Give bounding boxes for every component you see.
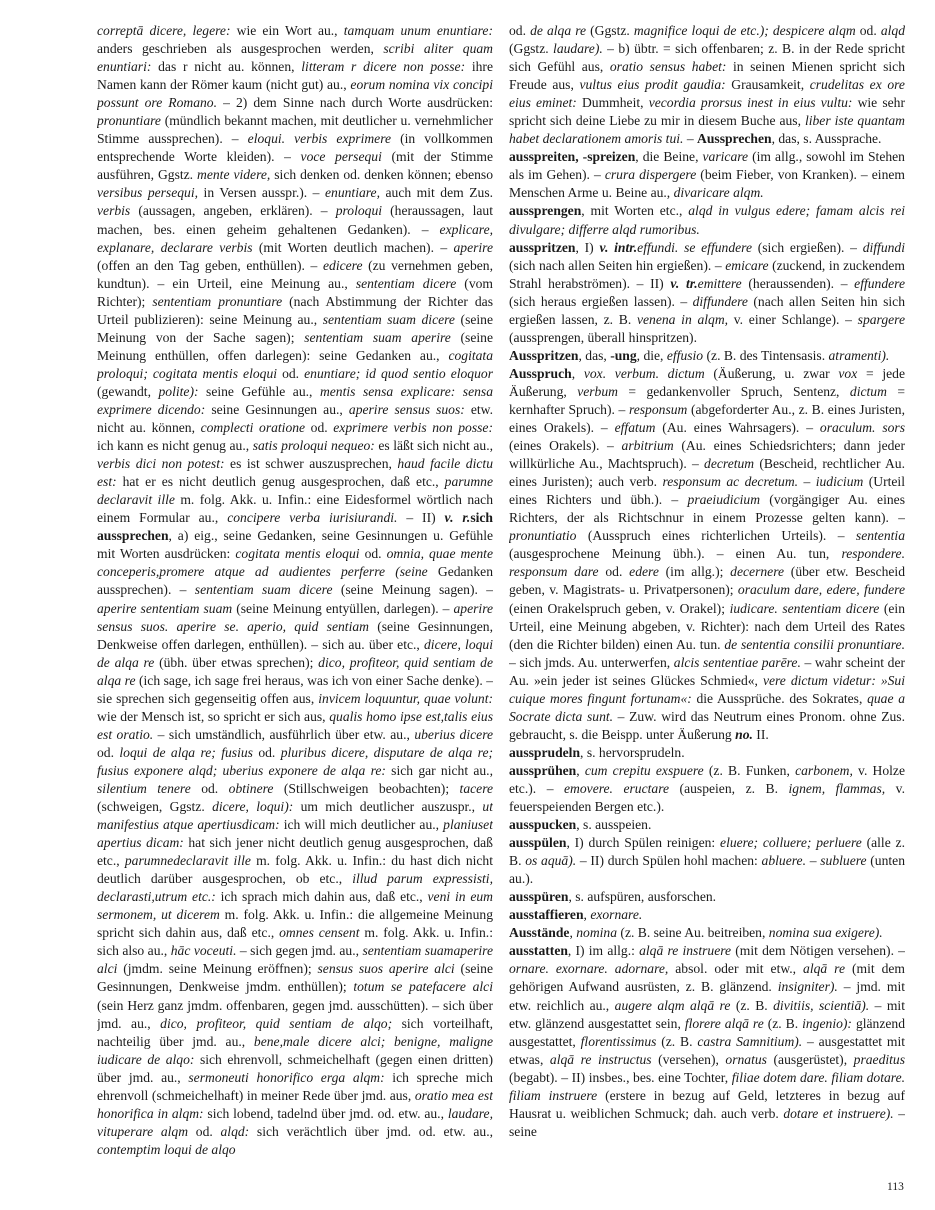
dictionary-entry: correptā dicere, legere: wie ein Wort au., tamquam unum enuntiare: anders geschrieben als ausgesprochen werden, scribi aliter quam enuntiari: das r nicht au. können, litteram r dicere non posse: ihre Namen kann der Römer kaum (nicht gut) au., eorum nomina vix concipi possunt ore Romano. – 2) dem Sinne nach durch Worte ausdrücken: pronuntiare (mündlich bekannt machen, mit deutlicher u. vernehmlicher Stimme aussprechen). – eloqui. verbis exprimere (in vollkommen entsprechende Worte kleiden). – voce persequi (mit der Stimme ausführen, Ggstz. mente videre, sich denken od. denken können; ebenso versibus persequi, in Versen ausspr.). – enuntiare, auch mit dem Zus. verbis (aussagen, angeben, erklären). – proloqui (heraussagen, laut machen, bes. einen geheim gehaltenen Gedanken). – explicare, explanare, declarare verbis (mit Worten deutlich machen). – aperire (offen an den Tag geben, enthüllen). – edicere (zu vernehmen geben, kundtun). – ein Urteil, eine Meinung au., sententiam dicere (vom Richter); sententiam pronuntiare (nach Abstimmung der Richter das Urteil publizieren): seine Meinung au., sententiam suam dicere (seine Meinung von der Sache sagen); sententiam suam aperire (seine Meinung enthüllen, offen darlegen): seine Gedanken au., cogitata proloqui; cogitata mentis eloqui od. enuntiare; id quod sentio eloquor (gewandt, polite): seine Gefühle au., mentis sensa explicare: sensa exprimere dicendo: seine Gesinnungen au., aperire sensus suos: etw. nicht au. können, complecti oratione od. exprimere verbis non posse: ich kann es nicht genug au., satis proloqui nequeo: es läßt sich nicht au., verbis dici non potest: es ist schwer auszusprechen, haud facile dictu est: hat er es nicht deutlich genug ausgesprochen, daß etc., parumne declaravit ille m. folg. Akk. u. Infin.: eine Eidesformel wörtlich nach einem Formular au., concipere verba iurisiurandi. – II) v. r.sich aussprechen, a) eig., seine Gedanken, seine Gesinnungen u. Gefühle mit Worten ausdrücken: cogitata mentis eloqui od. omnia, quae mente conceperis,promere atque ad audientes perferre (seine Gedanken aussprechen). – sententiam suam dicere (seine Meinung sagen). – aperire sententiam suam (seine Meinung entyüllen, darlegen). – aperire sensus suos. aperire se. aperio, quid sentiam (seine Gesinnungen, Denkweise offen darlegen, enthüllen). – sich au. über etc., dicere, loqui de alqa re (übh. über etwas sprechen); dico, profiteor, quid sentiam de alqa re (ich sage, ich sage frei heraus, was ich von einer Sache denke). – sie sprechen sich gegenseitig offen aus, invicem loquuntur, quae volunt: wie der Mensch ist, so spricht er sich aus, qualis homo ipse est,talis eius est oratio. – sich umständlich, ausführlich über etw. au., uberius dicere od. loqui de alqa re; fusius od. pluribus dicere, disputare de alqa re; fusius exponere alqd; uberius exponere de alqa re: sich gar nicht au., silentium tenere od. obtinere (Stillschweigen beobachten); tacere (schweigen, Ggstz. dicere, loqui): um mich deutlicher auszuspr., ut manifestius atque apertiusdicam: ich will mich deutlicher au., planiuset apertius dicam: hat sich jener nicht deutlich genug ausgesprochen, daß etc., parumnedeclaravit ille m. folg. Akk. u. Infin.: du hast dich nicht deutlich darüber ausgesprochen, ob etc., illud parum expressisti, declarasti,utrum etc.: ich sprach mich dahin aus, daß etc., veni in eum sermonem, ut dicerem m. folg. Akk. u. Infin.: die allgemeine Meinung spricht sich dahin aus, daß etc., omnes censent m. folg. Akk. u. Infin.: sich also au., hāc voceuti. – sich gegen jmd. au., sententiam suamaperire alci (jmdm. seine Meinung eröffnen); sensus suos aperire alci (seine Gesinnungen, Denkweise jmdm. enthüllen); totum se patefacere alci (sein Herz ganz jmdm. offenbaren, gegen jmd. ausschütten). – sich über jmd. au., dico, profiteor, quid sentiam de alqo; sich vorteilhaft, nachteilig über jmd. au., bene,male dicere alci; benigne, maligne iudicare de alqo: sich ehrenvoll, schmeichelhaft (gegen einen dritten) über jmd. au., sermoneuti honorifico erga alqm: ich spreche mich ehrenvoll (schmeichelhaft) in meiner Rede über jmd. aus, oratio mea est honorifica in alqm: sich lobend, tadelnd über jmd. od. etw. au., laudare, vituperare alqm od. alqd: sich verächtlich über jmd. od. etw. au., contemptim loqui de alqo [97, 23, 493, 1157]
dictionary-entry: ausspucken, s. ausspeien. [509, 817, 652, 833]
dictionary-entry: ausspritzen, I) v. intr.effundi. se effundere (sich ergießen). – diffundi (sich nach allen Seiten hin ergießen). – emicare (zuckend, in zuckendem Strahl herabströmen). – II) v. tr.emittere (heraussenden). – effundere (sich heraus ergießen lassen). – diffundere (nach allen Seiten hin sich ergießen lassen, z. B. venena in alqm, v. einer Schlange). – spargere (aussprengen, überall hinspritzen). [509, 239, 905, 345]
page-number: 113 [887, 1181, 904, 1193]
right-column [509, 22, 905, 1172]
dictionary-entry: Ausstände, nomina (z. B. seine Au. beitreiben, nomina sua exigere). [509, 925, 883, 941]
dictionary-entry: ausspreiten, -spreizen, die Beine, varicare (im allg., sowohl im Stehen als im Gehen). – crura dispergere (beim Fieber, von Kranken). – einem Menschen Arme u. Beine au., divaricare alqm. [509, 149, 905, 201]
dictionary-entry: ausspüren, s. aufspüren, ausforschen. [509, 889, 717, 905]
dictionary-entry: Ausspritzen, das, -ung, die, effusio (z. B. des Tintensasis. atramenti). [509, 347, 890, 363]
left-column [97, 22, 493, 1172]
dictionary-entry: aussprühen, cum crepitu exspuere (z. B. Funken, carbonem, v. Holze etc.). – emovere. eructare (auspeien, z. B. ignem, flammas, v. feuerspeienden Bergen etc.). [509, 762, 905, 815]
dictionary-entry: ausspülen, I) durch Spülen reinigen: eluere; colluere; perluere (alle z. B. os aquā). – II) durch Spülen hohl machen: abluere. – subluere (unten au.). [509, 835, 905, 887]
dictionary-entry: Ausspruch, vox. verbum. dictum (Äußerung, u. zwar vox = jede Äußerung, verbum = gedankenvoller Spruch, Sentenz, dictum = kernhafter Spruch). – responsum (abgeforderter Au., z. B. eines Juristen, eines Orakels). – effatum (Au. eines Wahrsagers). – oraculum. sors (eines Orakels). – arbitrium (Au. eines Schiedsrichters; dann jeder willkürliche Au., Machtspruch). – decretum (Bescheid, rechtlicher Au. eines Juristen); auch verb. responsum ac decretum. – iudicium (Urteil eines Richters und übh.). – praeiudicium (vorgängiger Au. eines Richters, der als Richtschnur in einem Prozesse gelten kann). – pronuntiatio (Ausspruch eines richterlichen Urteils). – sententia (ausgesprochene Meinung übh.). – einen Au. tun, respondere. responsum dare od. edere (im allg.); decernere (über etw. Bescheid geben, v. Magistrats- u. Privatpersonen); oraculum dare, edere, fundere (einen Orakelspruch geben, v. Orakel); iudicare. sententiam dicere (ein Urteil, eine Meinung abgeben, v. Richter): nach dem Urteil des Rates (den die Richter bilden) einen Au. tun. de sententia consilii pronuntiare. – sich jmds. Au. unterwerfen, alcis sententiae parēre. – wahr scheint der Au. »ein jeder ist seines Glückes Schmied«, vere dictum videtur: »Sui cuique mores fingunt fortunam«: die Aussprüche. des Sokrates, quae a Socrate dicta sunt. – Zuw. wird das Neutrum eines Pronom. ohne Zus. gebraucht, s. die Beispp. unter Äußerung no. II. [509, 365, 905, 742]
dictionary-entry: ausstaffieren, exornare. [509, 907, 643, 923]
dictionary-entry: ausstatten, I) im allg.: alqā re instruere (mit dem Nötigen versehen). – ornare. exornare. adornare, absol. oder mit etw., alqā re (mit dem gehörigen Aufwand ausrüsten, z. B. glänzend. insigniter). – jmd. mit etw. reichlich au., augere alqm alqā re (z. B. divitiis, scientiā). – mit etw. glänzend ausgestattet sein, florere alqā re (z. B. ingenio): glänzend ausgestattet, florentissimus (z. B. castra Samnitium). – ausgestattet mit etwas, alqā re instructus (versehen), ornatus (ausgerüstet), praeditus (begabt). – II) insbes., bes. eine Tochter, filiae dotem dare. filiam dotare. filiam instruere (erstere in bezug auf Geld, letzteres in bezug auf Hausrat u. weiblichen Schmuck; dah. auch verb. dotare et instruere). – seine [509, 943, 905, 1139]
dictionary-entry: aussprudeln, s. hervorsprudeln. [509, 744, 685, 760]
dictionary-entry: od. de alqa re (Ggstz. magnifice loqui de etc.); despicere alqm od. alqd (Ggstz. laudare). – b) übtr. = sich offenbaren; z. B. in der Rede spricht sich Gefühl aus, oratio sensus habet: in seinen Mienen spricht sich Freude aus, vultus eius prodit gaudia: Grausamkeit, crudelitas ex ore eius eminet: Dummheit, vecordia prorsus inest in eius vultu: wie sehr spricht sich deine Liebe zu mir in diesem Buche aus, liber iste quantam habet declarationem amoris tui. – Aussprechen, das, s. Aussprache. [509, 23, 905, 147]
dictionary-entry: aussprengen, mit Worten etc., alqd in vulgus edere; famam alcis rei divulgare; differre alqd rumoribus. [509, 203, 905, 237]
